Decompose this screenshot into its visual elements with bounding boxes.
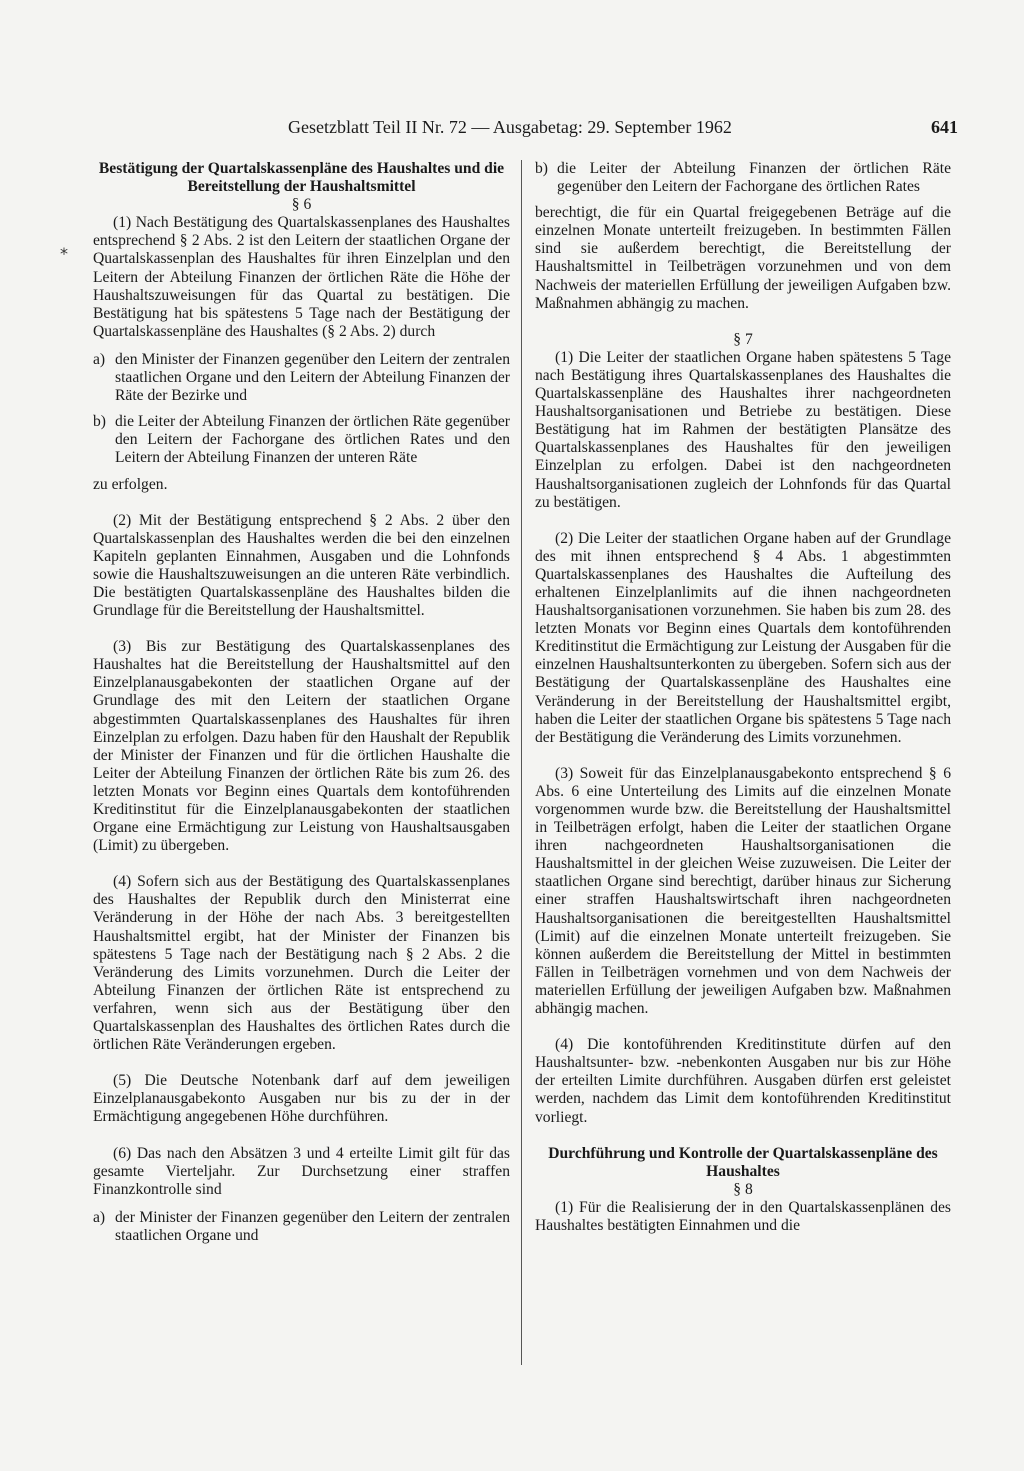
header-title: Gesetzblatt Teil II Nr. 72 — Ausgabetag: 29. September 1962 bbox=[288, 117, 732, 137]
item-label: b) bbox=[535, 160, 548, 177]
s6-paragraph-5: (5) Die Deutsche Notenbank darf auf dem jeweiligen Einzelplanausgabekonto Ausgaben nur bis zu der in der Ermächtigung angegebenen Höhe durchführen. bbox=[93, 1072, 510, 1126]
section-8-title: § 8 bbox=[733, 1180, 753, 1198]
s6-paragraph-1: (1) Nach Bestätigung des Quartalskassenplanes des Haushaltes entsprechend § 2 Abs. 2 ist den Leitern der staatlichen Organe der Quartalskassenplan des Haushaltes für ihren Einzelplan und den Leitern der Abteilung Finanzen der örtlichen Räte die Höhe der Haushaltszuweisungen für das Quartal zu bestätigen. Die Bestätigung hat bis spätestens 5 Tage nach der Bestätigung der Quartalskassenpläne des Haushaltes (§ 2 Abs. 2) durch bbox=[93, 214, 510, 340]
s6-paragraph-6: (6) Das nach den Absätzen 3 und 4 erteilte Limit gilt für das gesamte Vierteljahr. Zur Durchsetzung einer straffen Finanzkontrolle sind bbox=[93, 1144, 510, 1198]
section-heading-8: Durchführung und Kontrolle der Quartalskassenpläne des Haushaltes bbox=[548, 1144, 938, 1180]
page-number: 641 bbox=[931, 117, 958, 137]
item-label: a) bbox=[93, 1208, 106, 1226]
item-text: der Minister der Finanzen gegenüber den Leitern der zentralen staatlichen Organe und bbox=[115, 1208, 510, 1244]
s6-p6-end: berechtigt, die für ein Quartal freigegebenen Beträge auf die einzelnen Monate unterteilt freizugeben. In bestimmten Fällen sind sie außerdem berechtigt, die Bereitstellung der Haushaltsmittel in Teilbeträgen vorzunehmen und von dem Nachweis der materiellen Erfüllung der jeweiligen Aufgaben bzw. Maßnahmen abhängig zu machen. bbox=[535, 204, 951, 312]
section-6-title: § 6 bbox=[291, 196, 312, 214]
s6-p1-end: zu erfolgen. bbox=[93, 475, 168, 493]
s6-p1-item-a bbox=[93, 351, 510, 405]
item-text: den Minister der Finanzen gegenüber den Leitern der zentralen staatlichen Organe und den Leitern der Abteilung Finanzen der Räte der Bezirke und bbox=[115, 350, 510, 405]
left-column bbox=[93, 160, 510, 1245]
s6-paragraph-2: (2) Mit der Bestätigung entsprechend § 2 Abs. 2 über den Quartalskassenplan des Haushaltes werden die bei den einzelnen Kapiteln geplanten Einnahmen, Ausgaben und die Lohnfonds sowie die Haushaltszuweisungen an die unteren Räte verbindlich. Die bestätigten Quartalskassenpläne des Haushaltes bilden die Grundlage für die Bereitstellung der Haushaltsmittel. bbox=[93, 511, 510, 620]
column-divider bbox=[521, 160, 522, 1365]
item-text: die Leiter der Abteilung Finanzen der örtlichen Räte gegenüber den Leitern der Fachorgane des örtlichen Rates und den Leitern der Abteilung Finanzen der unteren Räte bbox=[115, 413, 510, 467]
item-text: die Leiter der Abteilung Finanzen der örtlichen Räte gegenüber den Leitern der Fachorgane des örtlichen Rates bbox=[557, 160, 951, 196]
s8-paragraph-1: (1) Für die Realisierung der in den Quartalskassenplänen des Haushaltes bestätigten Einnahmen und die bbox=[535, 1198, 951, 1234]
s7-paragraph-1: (1) Die Leiter der staatlichen Organe haben spätestens 5 Tage nach Bestätigung ihres Quartalskassenplanes des Haushaltes die Quartalskassenpläne des Haushaltes ihrer nachgeordneten Haushaltsorganisationen und Betriebe zu bestätigen. Diese Bestätigung hat im Rahmen der bestätigten Plansätze des Quartalskassenplanes des Haushaltes für den jeweiligen Einzelplan zu erfolgen. Dabei ist den nachgeordneten Haushaltsorganisationen zugleich der Lohnfonds für das Quartal zu bestätigen. bbox=[535, 348, 951, 511]
s6-p1-item-b bbox=[93, 413, 510, 467]
item-label: a) bbox=[93, 350, 106, 368]
s6-p6-item-b bbox=[535, 160, 951, 196]
right-column bbox=[535, 160, 951, 1235]
s7-paragraph-4: (4) Die kontoführenden Kreditinstitute dürfen auf den Haushaltsunter- bzw. -nebenkonten Ausgaben nur bis zur Höhe der erteilten Limite durchführen. Ausgaben dürfen erst geleistet werden, nachdem das Limit dem kontoführenden Kreditinstitut vorliegt. bbox=[535, 1036, 951, 1126]
s7-paragraph-3: (3) Soweit für das Einzelplanausgabekonto entsprechend § 6 Abs. 6 eine Unterteilung des Limits auf die einzelnen Monate vorgenommen wurde bzw. die Bereitstellung der Haushaltsmittel in Teilbeträgen erfolgt, haben die Leiter der staatlichen Organe ihren nachgeordneten Haushaltsorganisationen die Haushaltsmittel in der gleichen Weise zuzuweisen. Die Leiter der staatlichen Organe sind berechtigt, darüber hinaus zur Sicherung einer straffen Haushaltswirtschaft ihren nachgeordneten Haushaltsorganisationen die bereitgestellten Haushaltsmittel (Limit) auf die einzelnen Monate unterteilt freizugeben. Sie können außerdem die Bereitstellung der Mittel in bestimmten Fällen in Teilbeträgen vornehmen und von dem Nachweis der materiellen Erfüllung der jeweiligen Aufgaben bzw. Maßnahmen abhängig machen. bbox=[535, 764, 951, 1018]
section-heading-6: Bestätigung der Quartalskassenpläne des Haushaltes und die Bereitstellung der Haushaltsmittel bbox=[98, 160, 505, 196]
s6-p6-item-a bbox=[93, 1209, 510, 1245]
s7-paragraph-2: (2) Die Leiter der staatlichen Organe haben auf der Grundlage des mit ihnen entsprechend § 4 Abs. 1 abgestimmten Quartalskassenplanes des Haushaltes die Aufteilung des erhaltenen Einzelplanlimits auf die ihnen nachgeordneten Haushaltsorganisationen vorzunehmen. Sie haben bis zum 28. des letzten Monats vor Beginn eines Quartals dem kontoführenden Kreditinstitut die Ermächtigung zur Leistung der Ausgaben für die einzelnen Haushaltsunterkonten zu übergeben. Sofern sich aus der Bestätigung der Quartalskassenpläne des Haushaltes eine Veränderung in der Bereitstellung der Haushaltsmittel ergibt, haben die Leiter der staatlichen Organe bis spätestens 5 Tage nach der Bestätigung die Veränderung des Limits vorzunehmen. bbox=[535, 529, 951, 746]
item-label: b) bbox=[93, 413, 106, 431]
s6-paragraph-3: (3) Bis zur Bestätigung des Quartalskassenplanes des Haushaltes hat die Bereitstellung der Haushaltsmittel auf den Einzelplanausgabekonten der staatlichen Organe auf der Grundlage des mit den Leitern der staatlichen Organe abgestimmten Quartalskassenplanes des Haushaltes für ihren Einzelplan zu erfolgen. Dazu haben für den Haushalt der Republik der Minister der Finanzen und für die örtlichen Haushalte die Leiter der Abteilung Finanzen der örtlichen Räte bis zum 26. des letzten Monats vor Beginn eines Quartals dem kontoführenden Kreditinstitut für die Einzelplanausgabekonten der staatlichen Organe eine Ermächtigung zur Leistung von Haushaltsausgaben (Limit) zu übergeben. bbox=[93, 638, 510, 855]
s6-paragraph-4: (4) Sofern sich aus der Bestätigung des Quartalskassenplanes des Haushaltes der Republik durch den Ministerrat eine Veränderung in der Höhe der nach Abs. 3 bereitgestellten Haushaltsmittel ergibt, hat der Minister der Finanzen bis spätestens 5 Tage nach der Bestätigung nach § 2 Abs. 2 die Veränderung des Limits vorzunehmen. Durch die Leiter der Abteilung Finanzen der örtlichen Räte ist entsprechend zu verfahren, wenn sich aus der Bestätigung über den Quartalskassenplan des Haushaltes des örtlichen Rates durch die örtlichen Räte Veränderungen ergeben. bbox=[93, 873, 510, 1054]
section-7-title: § 7 bbox=[733, 330, 753, 348]
margin-asterisk-mark: * bbox=[60, 244, 68, 263]
